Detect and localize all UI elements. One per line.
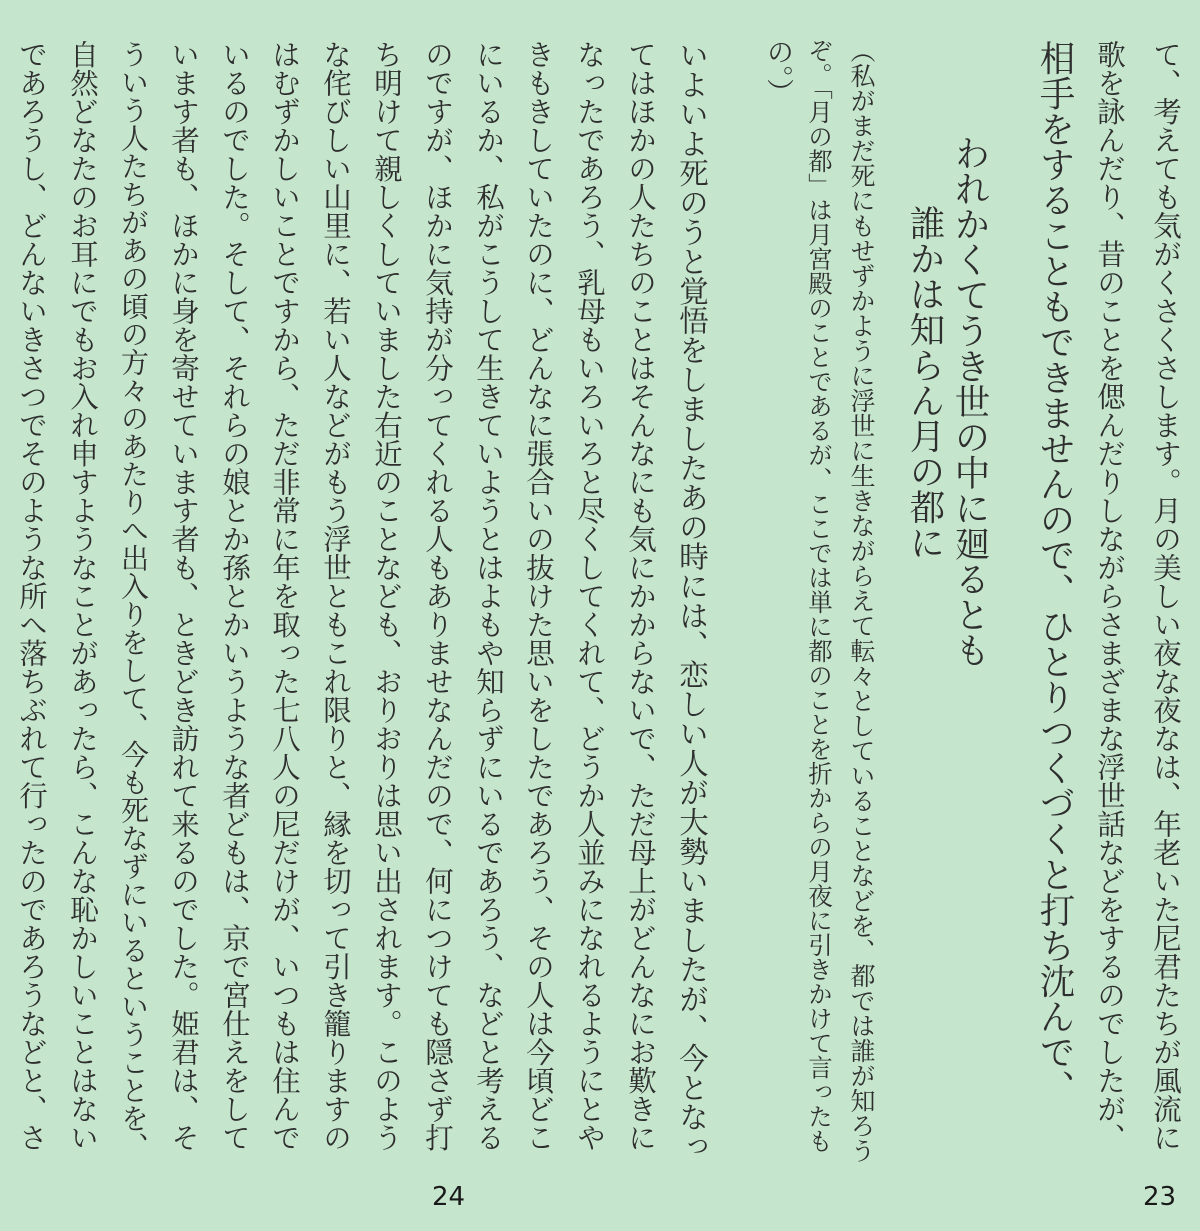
page-23 bbox=[757, 0, 1200, 1231]
text-column: であろうし、どんないきさつでそのような所へ落ちぶれて行ったのであろうなどと、さ bbox=[15, 40, 48, 1152]
text-column: にいるか、私がこうして生きていようとはよもや知らずにいるであろう、などと考える bbox=[472, 40, 505, 1152]
poem-line-2: 誰かは知らん月の都に bbox=[904, 205, 945, 560]
annotation-line: （私がまだ死にもせずかように浮世に生きながらえて転々としていることなどを、都では誰が知ろう bbox=[847, 38, 876, 1163]
page-number-right: 23 bbox=[1143, 1182, 1177, 1212]
poem-line-1: われかくてうき世の中に廻るとも bbox=[949, 135, 990, 668]
annotation-line: ぞ。「月の都」は月宮殿のことであるが、ここでは単に都のことを折からの月夜に引きかけて言ったも bbox=[805, 38, 834, 1153]
text-column: 歌を詠んだり、昔のことを偲んだりしながらさまざまな浮世話などをするのでしたが、 bbox=[1093, 40, 1126, 1152]
annotation-line: の。） bbox=[762, 38, 793, 106]
text-column: な侘びしい山里に、若い人などがもう浮世ともこれ限りと、縁を切って引き籠りますの bbox=[319, 40, 352, 1152]
text-column: ち明けて親しくしていました右近のことなども、おりおりは思い出されます。このよう bbox=[370, 40, 403, 1152]
text-column: 相手をすることもできませんので、ひとりつくづくと打ち沈んで、 bbox=[1034, 40, 1075, 1105]
text-column: きもきしていたのに、どんなに張合いの抜けた思いをしたであろう、その人は今頃どこ bbox=[522, 40, 555, 1152]
text-column: なったであろう、乳母もいろいろと尽くしてくれて、どうか人並みになれるようにとや bbox=[573, 40, 606, 1152]
text-column: いるのでした。そして、それらの娘とか孫とかいうような者どもは、京で宮仕えをして bbox=[218, 40, 251, 1152]
text-column: 自然どなたのお耳にでもお入れ申すようなことがあったら、こんな恥かしいことはない bbox=[66, 40, 99, 1152]
page-number-left: 24 bbox=[432, 1182, 466, 1212]
text-column: はむずかしいことですから、ただ非常に年を取った七八人の尼だけが、いつもは住んで bbox=[268, 40, 301, 1152]
text-column: て、考えても気がくさくさします。月の美しい夜な夜なは、年老いた尼君たちが風流に bbox=[1149, 40, 1182, 1152]
text-column: ういう人たちがあの頃の方々のあたりへ出入りをして、今も死なずにいるということを、 bbox=[117, 40, 150, 1160]
text-column: のですが、ほかに気持が分ってくれる人もありませなんだので、何につけても隠さず打 bbox=[421, 40, 454, 1152]
text-column: てはほかの人たちのことはそんなにも気にかからないで、ただ母上がどんなにお歎きに bbox=[624, 40, 657, 1152]
text-column: いよいよ死のうと覚悟をしましたあの時には、恋しい人が大勢いましたが、今となっ bbox=[675, 40, 709, 1161]
text-column: います者も、ほかに身を寄せています者も、ときどき訪れて来るのでした。姫君は、そ bbox=[167, 40, 200, 1152]
